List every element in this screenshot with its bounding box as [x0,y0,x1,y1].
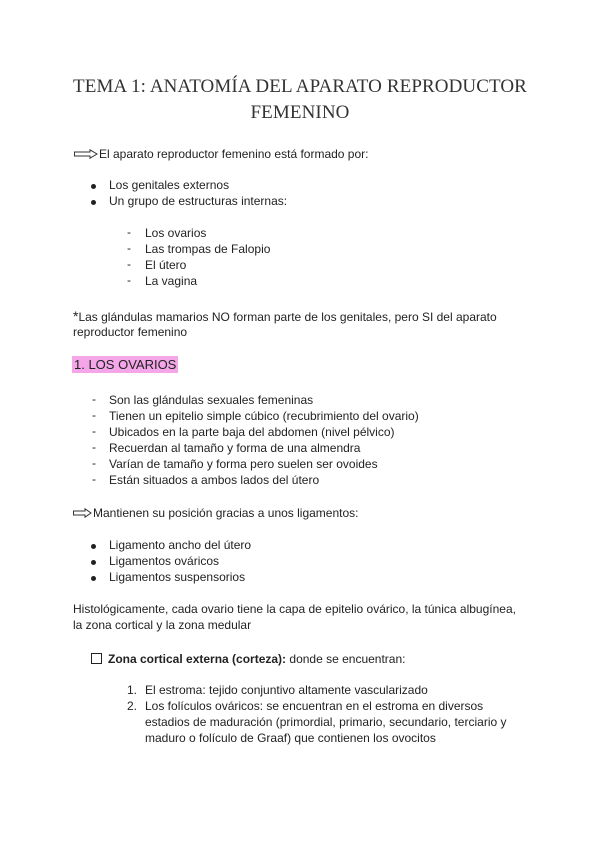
checklist-item-cortical[interactable] [91,651,406,667]
ligamentos-intro-line [73,505,359,521]
intro-line [74,146,368,162]
dash-marker: - [92,456,96,470]
list-item: Ubicados en la parte baja del abdomen (nivel pélvico) [109,425,395,439]
list-item: La vagina [145,274,198,288]
list-item: Recuerdan al tamaño y forma de una almendra [109,441,361,455]
ligamentos-intro-text: Mantienen su posición gracias a unos ligamentos: [93,506,359,520]
paragraph-line: la zona cortical y la zona medular [73,618,252,632]
doc-title-line2: FEMENINO [250,102,350,123]
dash-marker: - [127,273,131,287]
list-item: Están situados a ambos lados del útero [109,473,320,487]
cortical-bold-label: Zona cortical externa (corteza): [108,652,287,666]
list-item: Tienen un epitelio simple cúbico (recubrimiento del ovario) [109,409,419,423]
list-item: Un grupo de estructuras internas: [109,194,288,208]
dash-marker: - [92,440,96,454]
dash-marker: - [127,257,131,271]
bullet-dot [91,576,96,581]
section-heading-ovarios: 1. LOS OVARIOS [74,357,177,372]
dash-marker: - [92,472,96,486]
dash-marker: - [127,225,131,239]
list-item: Son las glándulas sexuales femeninas [109,393,314,407]
note-line2: reproductor femenino [73,325,188,339]
dash-marker: - [92,408,96,422]
list-item: Ligamentos suspensorios [109,570,246,584]
list-item: Los genitales externos [109,178,230,192]
paragraph-line: Histológicamente, cada ovario tiene la capa de epitelio ovárico, la túnica albugínea, [73,602,516,616]
bullet-dot [91,184,96,189]
bullet-dot [91,544,96,549]
right-arrow-outline-icon [73,508,92,518]
checkbox-empty-icon[interactable] [91,653,102,664]
list-number: 2. [127,699,138,713]
list-item: Los ovarios [145,226,207,240]
dash-marker: - [127,241,131,255]
list-item: Ligamentos ováricos [109,554,220,568]
cortical-rest-label: donde se encuentran: [286,652,406,666]
list-item: Los folículos ováricos: se encuentran en el estroma en diversos [145,699,484,713]
list-item-continued: estadios de maduración (primordial, primario, secundario, terciario y [145,715,507,729]
note-asterisk: * [73,308,79,324]
note-line1 [73,308,497,325]
doc-title-line1: TEMA 1: ANATOMÍA DEL APARATO REPRODUCTOR [73,76,527,97]
dash-marker: - [92,392,96,406]
list-item: Varían de tamaño y forma pero suelen ser ovoides [109,457,378,471]
list-item: Las trompas de Falopio [145,242,271,256]
dash-marker: - [92,424,96,438]
list-item-continued: maduro o folículo de Graaf) que contienen los ovocitos [145,731,436,745]
bullet-dot [91,560,96,565]
list-item: El útero [145,258,187,272]
intro-text: El aparato reproductor femenino está formado por: [99,147,369,161]
note-text: Las glándulas mamarios NO forman parte de los genitales, pero SI del aparato [78,310,497,324]
right-arrow-outline-icon [74,149,98,159]
list-item: Ligamento ancho del útero [109,538,252,552]
section-heading [72,357,178,373]
bullet-dot [91,200,96,205]
list-number: 1. [127,683,138,697]
list-item: El estroma: tejido conjuntivo altamente vascularizado [145,683,428,697]
